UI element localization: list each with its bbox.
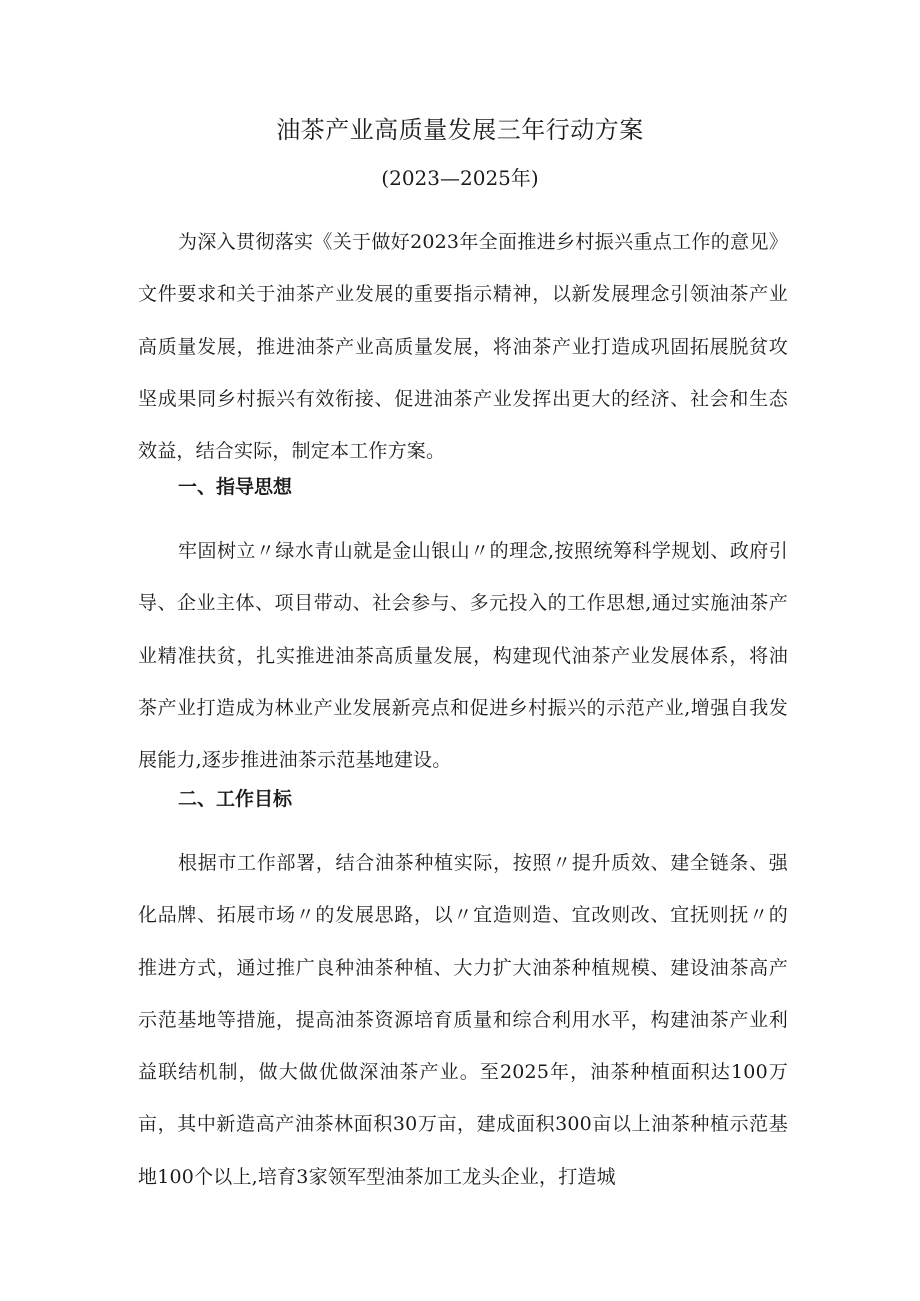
section-heading-work-goals: 二、工作目标 — [178, 788, 293, 810]
section-body-guiding-ideology: 牢固树立〃绿水青山就是金山银山〃的理念,按照统筹科学规划、政府引导、企业主体、项目带动、社会参与、多元投入的工作思想,通过实施油茶产业精准扶贫，扎实推进油茶高质量发展，构建现代油茶产业发展体系，将油茶产业打造成为林业产业发展新亮点和促进乡村振兴的示范产业,增强自我发展能力,逐步推进油茶示范基地建设。 — [138, 540, 788, 772]
section-heading-guiding-ideology: 一、指导思想 — [178, 476, 293, 498]
intro-paragraph: 为深入贯彻落实《关于做好2023年全面推进乡村振兴重点工作的意见》文件要求和关于油茶产业发展的重要指示精神，以新发展理念引领油茶产业高质量发展，推进油茶产业高质量发展，将油茶产业打造成巩固拓展脱贫攻坚成果同乡村振兴有效衔接、促进油茶产业发挥出更大的经济、社会和生态效益，结合实际，制定本工作方案。 — [138, 231, 788, 463]
document-subtitle: (2023—2025年) — [381, 166, 539, 190]
document-title: 油茶产业高质量发展三年行动方案 — [276, 116, 644, 144]
section-body-work-goals: 根据市工作部署，结合油茶种植实际，按照〃提升质效、建全链条、强化品牌、拓展市场〃的发展思路，以〃宜造则造、宜改则改、宜抚则抚〃的推进方式，通过推广良种油茶种植、大力扩大油茶种植规模、建设油茶高产示范基地等措施，提高油茶资源培育质量和综合利用水平，构建油茶产业利益联结机制，做大做优做深油茶产业。至2025年，油茶种植面积达100万亩，其中新造高产油茶林面积30万亩，建成面积300亩以上油茶种植示范基地100个以上,培育3家领军型油茶加工龙头企业，打造城 — [138, 852, 788, 1188]
